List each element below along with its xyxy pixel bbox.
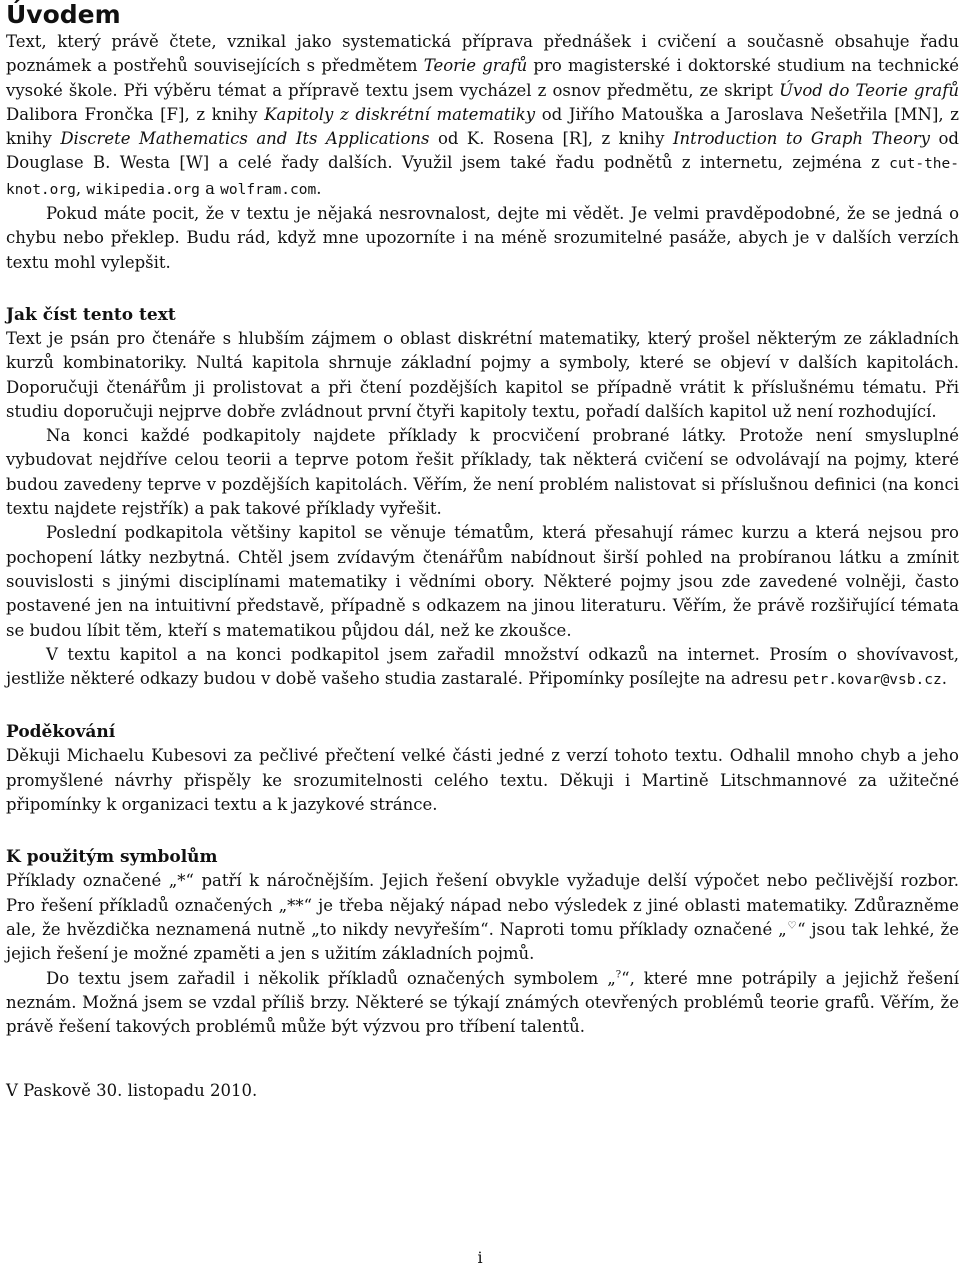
italic-title-uvod: Úvod do Teorie grafů bbox=[779, 80, 959, 100]
document-page bbox=[6, 0, 959, 1270]
page-title: Úvodem bbox=[6, 0, 121, 29]
text-span: od K. Rosena [R], z knihy bbox=[429, 129, 673, 149]
text-span: Dalibora Frončka [F], z knihy bbox=[6, 104, 265, 124]
email-link[interactable]: petr.kovar@vsb.cz bbox=[793, 672, 942, 689]
text-span: a bbox=[199, 178, 221, 198]
text-span: Text, který právě čtete, vznikal jako systematická příprava přednášek i cvičení a současně obsahuje řadu poznámek a postřehů souvisejících s předmětem bbox=[6, 32, 959, 76]
intro-paragraph-2: Pokud máte pocit, že v textu je nějaká nesrovnalost, dejte mi vědět. Je velmi pravděpodobné, že se jedná o chybu nebo překlep. Budu rád, když mne upozorníte i na méně srozumitelné pasáže, abych je v dalších verzích textu mohl vylepšit. bbox=[6, 204, 959, 272]
symbols-paragraph-2 bbox=[6, 967, 959, 1040]
page-number: i bbox=[477, 1248, 483, 1267]
reading-paragraph-2: Na konci každé podkapitoly najdete příklady k procvičení probrané látky. Protože není smysluplné vybudovat nejdříve celou teorii a teprve potom řešit příklady, tak některá cvičení se odvolávají na pojmy, které budou zavedeny teprve v pozdějších kapitolách. Věřím, že není problém nalistovat si příslušnou definici (na konci textu najdete rejstřík) a pak takové příklady vyřešit. bbox=[6, 426, 959, 519]
section-heading-reading: Jak číst tento text bbox=[6, 304, 176, 325]
reading-paragraph-3: Poslední podkapitola většiny kapitol se věnuje tématům, která přesahují rámec kurzu a která nejsou pro pochopení látky nezbytná. Chtěl jsem zvídavým čtenářům nabídnout širší pohled na probíranou látku a zmínit souvislosti s jinými disciplínami matematiky i vědními obory. Některé pojmy jsou zde zavedené volněji, často postavené jen na intuitivní představě, případně s odkazem na jinou literaturu. Věřím, že právě rozšiřující témata se budou líbit těm, kteří s matematikou půjdou dál, než ke zkoušce. bbox=[6, 523, 959, 640]
text-span: “, které mne potrápily a jejichž řešení neznám. Možná jsem se vzdal příliš brzy. Některé se týkají známých otevřených problémů teorie grafů. Věřím, že právě řešení takových problémů může být výzvou pro tříbení talentů. bbox=[6, 968, 959, 1037]
reading-paragraph-1: Text je psán pro čtenáře s hlubším zájmem o oblast diskrétní matematiky, který prošel některým ze základních kurzů kombinatoriky. Nultá kapitola shrnuje základní pojmy a symboly, které se objeví v dalších kapitolách. Doporučuji čtenářům ji prolistovat a při čtení pozdějších kapitol se případně vrátit k příslušnému tématu. Při studiu doporučuji nejprve dobře zvládnout první čtyři kapitoly textu, pořadí dalších kapitol už není rozhodující. bbox=[6, 328, 959, 421]
text-span: Příklady označené „*“ patří k náročnějším. Jejich řešení obvykle vyžaduje delší výpočet nebo pečlivější rozbor. Pro řešení příkladů označených „**“ je třeba nějaký nápad nebo výsledek z jiné oblasti matematiky. Zdůrazněme ale, že hvězdička neznamená nutně „to nikdy nevyřeším“. Naproti tomu příklady označené „ bbox=[6, 871, 959, 939]
section-heading-thanks: Poděkování bbox=[6, 722, 116, 743]
symbols-paragraph-1 bbox=[6, 869, 959, 966]
reading-paragraph-4 bbox=[6, 643, 959, 693]
text-span: od Douglase B. Westa [W] a celé řady dalších. Využil jsem také řadu podnětů z internetu, zejména z bbox=[6, 129, 959, 173]
thanks-section bbox=[6, 720, 959, 817]
symbols-section bbox=[6, 845, 959, 1039]
heart-icon: ♡ bbox=[786, 920, 798, 932]
text-span: “ jsou tak lehké, že jejich řešení je možné zpaměti a jen s užitím základních pojmů. bbox=[6, 919, 959, 964]
section-heading-symbols: K použitým symbolům bbox=[6, 847, 218, 868]
link-wolfram[interactable]: wolfram.com bbox=[220, 181, 317, 198]
text-span: . bbox=[316, 178, 322, 198]
text-span: , bbox=[75, 178, 87, 198]
signature-date: V Paskově 30. listopadu 2010. bbox=[6, 1081, 258, 1101]
italic-title-discrete-math: Discrete Mathematics and Its Applications bbox=[60, 129, 430, 149]
reading-section bbox=[6, 303, 959, 692]
italic-title-intro-graph-theory: Introduction to Graph Theory bbox=[672, 129, 931, 149]
italic-title-teorie-grafu: Teorie grafů bbox=[423, 56, 528, 76]
link-cut-the-knot[interactable]: cut-the-knot.org bbox=[6, 156, 959, 198]
text-span: V textu kapitol a na konci podkapitol jsem zařadil množství odkazů na internet. Prosím o shovívavost, jestliže některé odkazy budou v době vašeho studia zastaralé. Připomínky posílejte na adresu bbox=[6, 644, 959, 689]
thanks-paragraph: Děkuji Michaelu Kubesovi za pečlivé přečtení velké části jedné z verzí tohoto textu. Odhalil mnoho chyb a jeho promyšlené návrhy přispěly ke srozumitelnosti celého textu. Děkuji i Martině Litschmannové za užitečné připomínky k organizaci textu a k jazykové stránce. bbox=[6, 746, 959, 815]
text-span: . bbox=[941, 669, 947, 689]
link-wikipedia[interactable]: wikipedia.org bbox=[86, 181, 200, 198]
intro-section bbox=[6, 30, 959, 275]
text-span: od Jiřího Matouška a Jaroslava Nešetřila [MN], z knihy bbox=[6, 104, 959, 149]
italic-title-kapitoly: Kapitoly z diskrétní matematiky bbox=[264, 104, 536, 124]
intro-paragraph-1 bbox=[6, 30, 959, 202]
question-mark-symbol: ? bbox=[615, 969, 622, 980]
text-span: pro magisterské i doktorské studium na technické vysoké škole. Při výběru témat a přípravě textu jsem vycházel z osnov předmětu, ze skript bbox=[6, 56, 960, 100]
text-span: Do textu jsem zařadil i několik příkladů označených symbolem „ bbox=[46, 968, 616, 988]
